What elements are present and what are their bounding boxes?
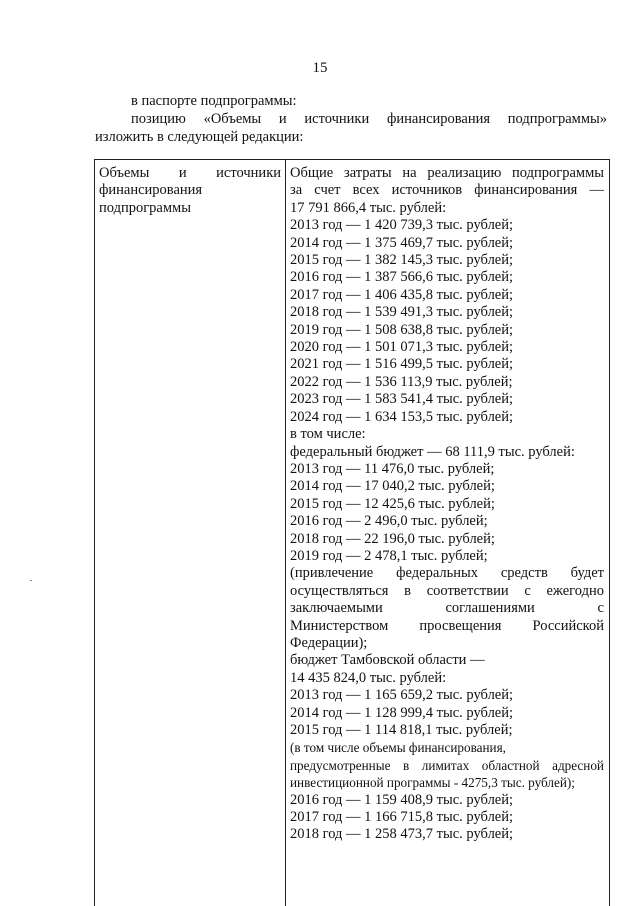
financing-line: 2016 год — 1 387 566,6 тыс. рублей; bbox=[290, 269, 514, 286]
financing-line: 2017 год — 1 406 435,8 тыс. рублей; bbox=[290, 286, 514, 303]
financing-line: 2020 год — 1 501 071,3 тыс. рублей; bbox=[290, 339, 514, 356]
financing-line: 2016 год — 2 496,0 тыс. рублей; bbox=[290, 513, 488, 530]
intro-line-2: позицию «Объемы и источники финансирования подпрограммы» bbox=[131, 111, 607, 127]
financing-line: 2021 год — 1 516 499,5 тыс. рублей; bbox=[290, 356, 514, 373]
financing-line: 2015 год — 12 425,6 тыс. рублей; bbox=[290, 495, 495, 512]
table-left-cell bbox=[99, 165, 281, 217]
financing-line: 2018 год — 22 196,0 тыс. рублей; bbox=[290, 530, 495, 547]
financing-line: 2017 год — 1 166 715,8 тыс. рублей; bbox=[290, 809, 514, 826]
intro-line-1: в паспорте подпрограммы: bbox=[131, 93, 297, 109]
financing-line: 2013 год — 11 476,0 тыс. рублей; bbox=[290, 460, 495, 477]
financing-line: 2014 год — 1 375 469,7 тыс. рублей; bbox=[290, 234, 514, 251]
financing-line: 2022 год — 1 536 113,9 тыс. рублей; bbox=[290, 373, 513, 390]
financing-line: 2019 год — 1 508 638,8 тыс. рублей; bbox=[290, 321, 514, 338]
financing-line: за счет всех источников финансирования — bbox=[290, 182, 604, 199]
financing-line: 17 791 866,4 тыс. рублей: bbox=[290, 199, 447, 216]
financing-table bbox=[94, 159, 610, 906]
financing-line: 2013 год — 1 165 659,2 тыс. рублей; bbox=[290, 687, 514, 704]
page-number: 15 bbox=[312, 60, 328, 76]
financing-line: 2013 год — 1 420 739,3 тыс. рублей; bbox=[290, 217, 514, 234]
financing-line: в том числе: bbox=[290, 426, 366, 443]
financing-line: инвестиционной программы - 4275,3 тыс. рублей); bbox=[290, 775, 575, 791]
financing-line: предусмотренные в лимитах областной адресной bbox=[290, 757, 604, 773]
financing-line: 2019 год — 2 478,1 тыс. рублей; bbox=[290, 547, 488, 564]
table-column-divider bbox=[285, 160, 286, 906]
financing-line: 2018 год — 1 539 491,3 тыс. рублей; bbox=[290, 304, 514, 321]
scan-speck bbox=[30, 580, 32, 581]
financing-line: осуществляться в соответствии с ежегодно bbox=[290, 582, 604, 599]
intro-paragraph bbox=[95, 92, 607, 146]
financing-line: 2015 год — 1 114 818,1 тыс. рублей; bbox=[290, 722, 513, 738]
financing-line: (в том числе объемы финансирования, bbox=[290, 740, 506, 756]
financing-line: 2014 год — 1 128 999,4 тыс. рублей; bbox=[290, 704, 514, 721]
financing-line: 14 435 824,0 тыс. рублей: bbox=[290, 669, 447, 686]
financing-line: Федерации); bbox=[290, 634, 368, 651]
financing-line: федеральный бюджет — 68 111,9 тыс. рублей: bbox=[290, 443, 575, 460]
financing-line: 2023 год — 1 583 541,4 тыс. рублей; bbox=[290, 391, 514, 408]
left-cell-line-1: Объемы и источники bbox=[99, 165, 281, 181]
left-cell-line-3: подпрограммы bbox=[99, 199, 191, 216]
financing-line: заключаемыми соглашениями с bbox=[290, 600, 604, 617]
financing-line: 2014 год — 17 040,2 тыс. рублей; bbox=[290, 478, 495, 495]
table-right-cell bbox=[290, 165, 604, 844]
intro-line-3: изложить в следующей редакции: bbox=[95, 129, 304, 145]
financing-line: 2015 год — 1 382 145,3 тыс. рублей; bbox=[290, 252, 514, 269]
financing-line: 2018 год — 1 258 473,7 тыс. рублей; bbox=[290, 826, 514, 843]
financing-line: Общие затраты на реализацию подпрограммы bbox=[290, 165, 604, 181]
financing-line: (привлечение федеральных средств будет bbox=[290, 565, 604, 582]
financing-line: 2024 год — 1 634 153,5 тыс. рублей; bbox=[290, 408, 514, 425]
financing-line: бюджет Тамбовской области — bbox=[290, 652, 485, 669]
financing-line: 2016 год — 1 159 408,9 тыс. рублей; bbox=[290, 791, 514, 808]
financing-line: Министерством просвещения Российской bbox=[290, 617, 604, 634]
left-cell-line-2: финансирования bbox=[99, 182, 203, 199]
